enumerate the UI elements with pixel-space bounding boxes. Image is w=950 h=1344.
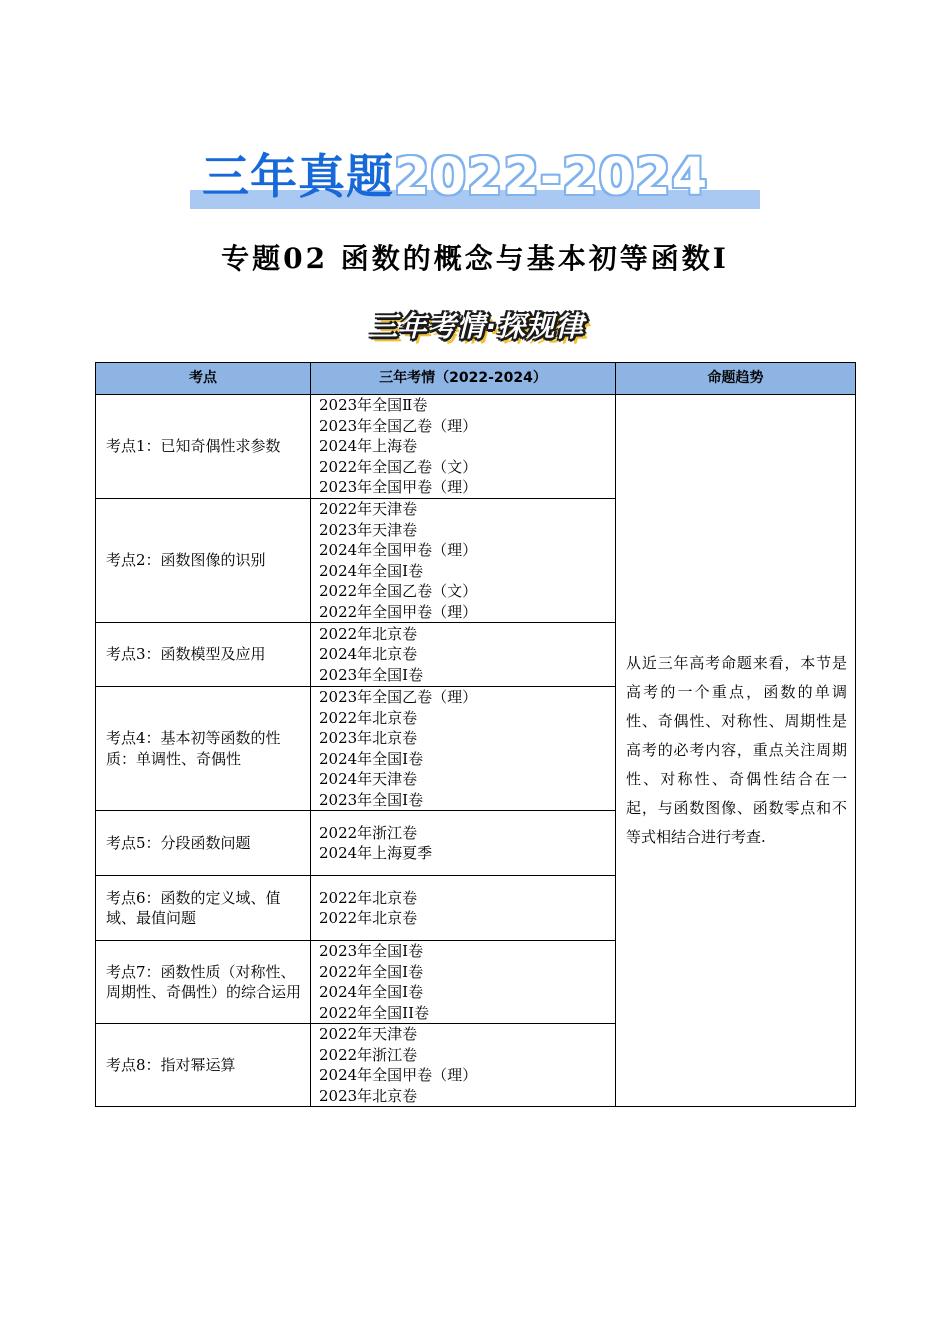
year-entry: 2022年浙江卷 — [319, 1045, 418, 1064]
table-header-row — [96, 363, 856, 395]
year-entry: 2023年全国乙卷（理） — [319, 416, 478, 435]
years-cell — [311, 395, 616, 499]
year-entry: 2022年浙江卷 — [319, 823, 418, 842]
header-point: 考点 — [96, 363, 311, 395]
exam-points-table — [95, 362, 856, 1107]
point-cell: 考点5：分段函数问题 — [96, 811, 311, 876]
banner-main-text: 三年真题 — [202, 150, 394, 205]
years-cell — [311, 499, 616, 623]
year-entry: 2023年全国Ⅰ卷 — [319, 665, 424, 684]
years-cell — [311, 876, 616, 941]
year-entry: 2022年北京卷 — [319, 708, 418, 727]
year-entry: 2023年全国甲卷（理） — [319, 478, 478, 497]
point-cell: 考点1：已知奇偶性求参数 — [96, 395, 311, 499]
year-entry: 2022年北京卷 — [319, 888, 418, 907]
header-trend: 命题趋势 — [616, 363, 856, 395]
header-years: 三年考情（2022-2024） — [311, 363, 616, 395]
trend-cell: 从近三年高考命题来看，本节是高考的一个重点，函数的单调性、奇偶性、对称性、周期性是高考的必考内容，重点关注周期性、对称性、奇偶性结合在一起，与函数图像、函数零点和不等式相结合进行考查. — [616, 395, 856, 1107]
years-cell — [311, 1024, 616, 1107]
banner-text — [202, 150, 708, 206]
years-cell — [311, 687, 616, 811]
year-entry: 2022年全国II卷 — [319, 1003, 430, 1022]
year-entry: 2024年天津卷 — [319, 770, 418, 788]
years-cell — [311, 811, 616, 876]
year-entry: 2024年全国Ⅰ卷 — [319, 561, 424, 580]
years-cell — [311, 941, 616, 1024]
year-entry: 2024年全国甲卷（理） — [319, 541, 478, 559]
point-cell: 考点3：函数模型及应用 — [96, 623, 311, 687]
year-entry: 2024年北京卷 — [319, 645, 418, 664]
year-entry: 2023年全国Ⅰ卷 — [319, 942, 424, 960]
table-row — [96, 395, 856, 499]
section-badge — [330, 306, 624, 348]
year-entry: 2022年全国甲卷（理） — [319, 602, 478, 621]
year-entry: 2023年全国Ⅰ卷 — [319, 790, 424, 809]
banner-years-text: 2022-2024 — [394, 148, 709, 207]
year-entry: 2022年北京卷 — [319, 909, 418, 927]
year-entry: 2022年全国乙卷（文） — [319, 582, 478, 600]
year-entry: 2023年全国Ⅱ卷 — [319, 396, 428, 415]
years-cell — [311, 623, 616, 687]
point-cell: 考点8：指对幂运算 — [96, 1024, 311, 1107]
year-entry: 2022年天津卷 — [319, 500, 418, 518]
point-cell: 考点2：函数图像的识别 — [96, 499, 311, 623]
year-entry: 2023年全国乙卷（理） — [319, 688, 478, 706]
year-entry: 2022年北京卷 — [319, 624, 418, 643]
year-entry: 2023年北京卷 — [319, 1086, 418, 1105]
year-entry: 2022年全国I卷 — [319, 962, 424, 981]
year-entry: 2024年全国Ⅰ卷 — [319, 983, 424, 1001]
point-cell: 考点7：函数性质（对称性、周期性、奇偶性）的综合运用 — [96, 941, 311, 1024]
year-entry: 2023年天津卷 — [319, 520, 418, 539]
year-entry: 2024年全国Ⅰ卷 — [319, 749, 424, 768]
year-entry: 2024年上海夏季 — [319, 844, 433, 862]
subject-title: 专题02 函数的概念与基本初等函数Ⅰ — [221, 242, 729, 275]
year-entry: 2024年全国甲卷（理） — [319, 1066, 478, 1084]
year-entry: 2023年北京卷 — [319, 729, 418, 747]
year-entry: 2022年全国乙卷（文） — [319, 457, 478, 476]
point-cell: 考点6：函数的定义域、值域、最值问题 — [96, 876, 311, 941]
point-cell: 考点4：基本初等函数的性质：单调性、奇偶性 — [96, 687, 311, 811]
year-entry: 2024年上海卷 — [319, 437, 418, 456]
year-entry: 2022年天津卷 — [319, 1025, 418, 1043]
section-badge-text: 三年考情·探规律 — [369, 310, 585, 343]
title-banner — [190, 150, 760, 210]
